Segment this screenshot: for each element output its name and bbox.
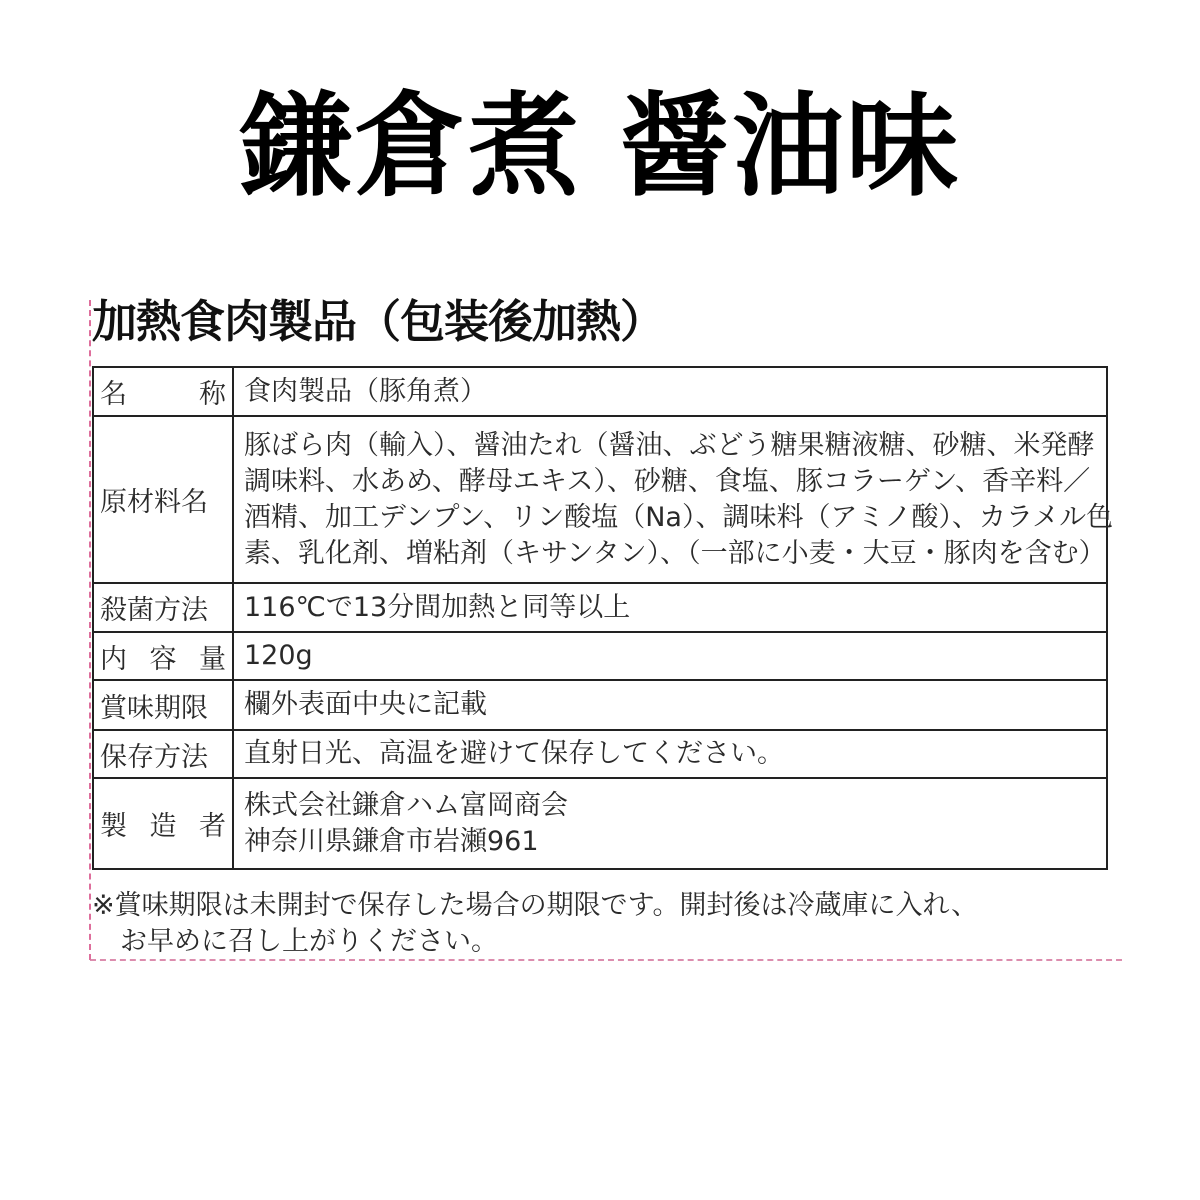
row-key-char: 内	[100, 643, 127, 675]
row-key-char: 量	[199, 643, 226, 675]
table-row-name	[93, 367, 1107, 416]
row-value-line: 調味料、水あめ、酵母エキス）、砂糖、食塩、豚コラーゲン、香辛料／	[244, 465, 1091, 497]
product-title-name: 鎌倉煮	[240, 81, 582, 212]
footnote-line: お早めに召し上がりください。	[120, 926, 498, 957]
row-value	[233, 367, 1107, 416]
row-value	[233, 730, 1107, 778]
vertical-guide-dashed-line	[89, 300, 91, 960]
product-spec-table	[92, 366, 1114, 870]
product-title-flavor: 醤油味	[618, 81, 960, 212]
row-value	[233, 680, 1107, 730]
row-value-line: 食肉製品（豚角煮）	[244, 375, 487, 407]
table-row-sterilization	[93, 583, 1107, 632]
row-key-char: 製	[100, 811, 127, 842]
label-heading: 加熱食肉製品（包装後加熱）	[92, 295, 665, 348]
row-value	[233, 778, 1107, 869]
table-row-ingredients	[93, 416, 1107, 583]
row-value-line: 欄外表面中央に記載	[244, 689, 487, 720]
row-value-line: 酒精、加工デンプン、リン酸塩（Na）、調味料（アミノ酸）、カラメル色	[244, 501, 1114, 533]
row-value-line: 神奈川県鎌倉市岩瀬961	[244, 825, 539, 857]
row-value	[233, 632, 1107, 680]
row-key: 賞味期限	[93, 680, 233, 730]
table-row-manufacturer	[93, 778, 1107, 869]
row-key: 保存方法	[93, 730, 233, 778]
row-value-line: 豚ばら肉（輸入）、醤油たれ（醤油、ぶどう糖果糖液糖、砂糖、米発酵	[244, 429, 1095, 461]
row-value	[233, 416, 1114, 583]
row-key: 原材料名	[93, 416, 233, 583]
row-key: 殺菌方法	[93, 583, 233, 632]
product-title	[0, 72, 1200, 222]
table-row-contents	[93, 632, 1107, 680]
row-key	[93, 367, 233, 416]
row-value-line: 116℃で13分間加熱と同等以上	[244, 591, 631, 623]
row-key	[93, 778, 233, 869]
footnote	[92, 888, 978, 960]
row-value	[233, 583, 1107, 632]
row-key-char: 造	[149, 811, 177, 842]
table-row-best-before	[93, 680, 1107, 730]
footnote-line: ※賞味期限は未開封で保存した場合の期限です。開封後は冷蔵庫に入れ、	[92, 890, 979, 921]
row-value-line: 120g	[244, 640, 313, 671]
row-value-line: 素、乳化剤、増粘剤（キサンタン）、（一部に小麦・大豆・豚肉を含む）	[244, 537, 1106, 569]
row-key-char: 称	[199, 379, 226, 410]
row-key-char: 容	[149, 643, 177, 675]
row-value-line: 株式会社鎌倉ハム富岡商会	[244, 789, 568, 821]
table-row-storage	[93, 730, 1107, 778]
row-key-char: 者	[199, 811, 226, 842]
row-key-char: 名	[100, 379, 127, 410]
row-key	[93, 632, 233, 680]
row-value-line: 直射日光、高温を避けて保存してください。	[244, 738, 784, 769]
